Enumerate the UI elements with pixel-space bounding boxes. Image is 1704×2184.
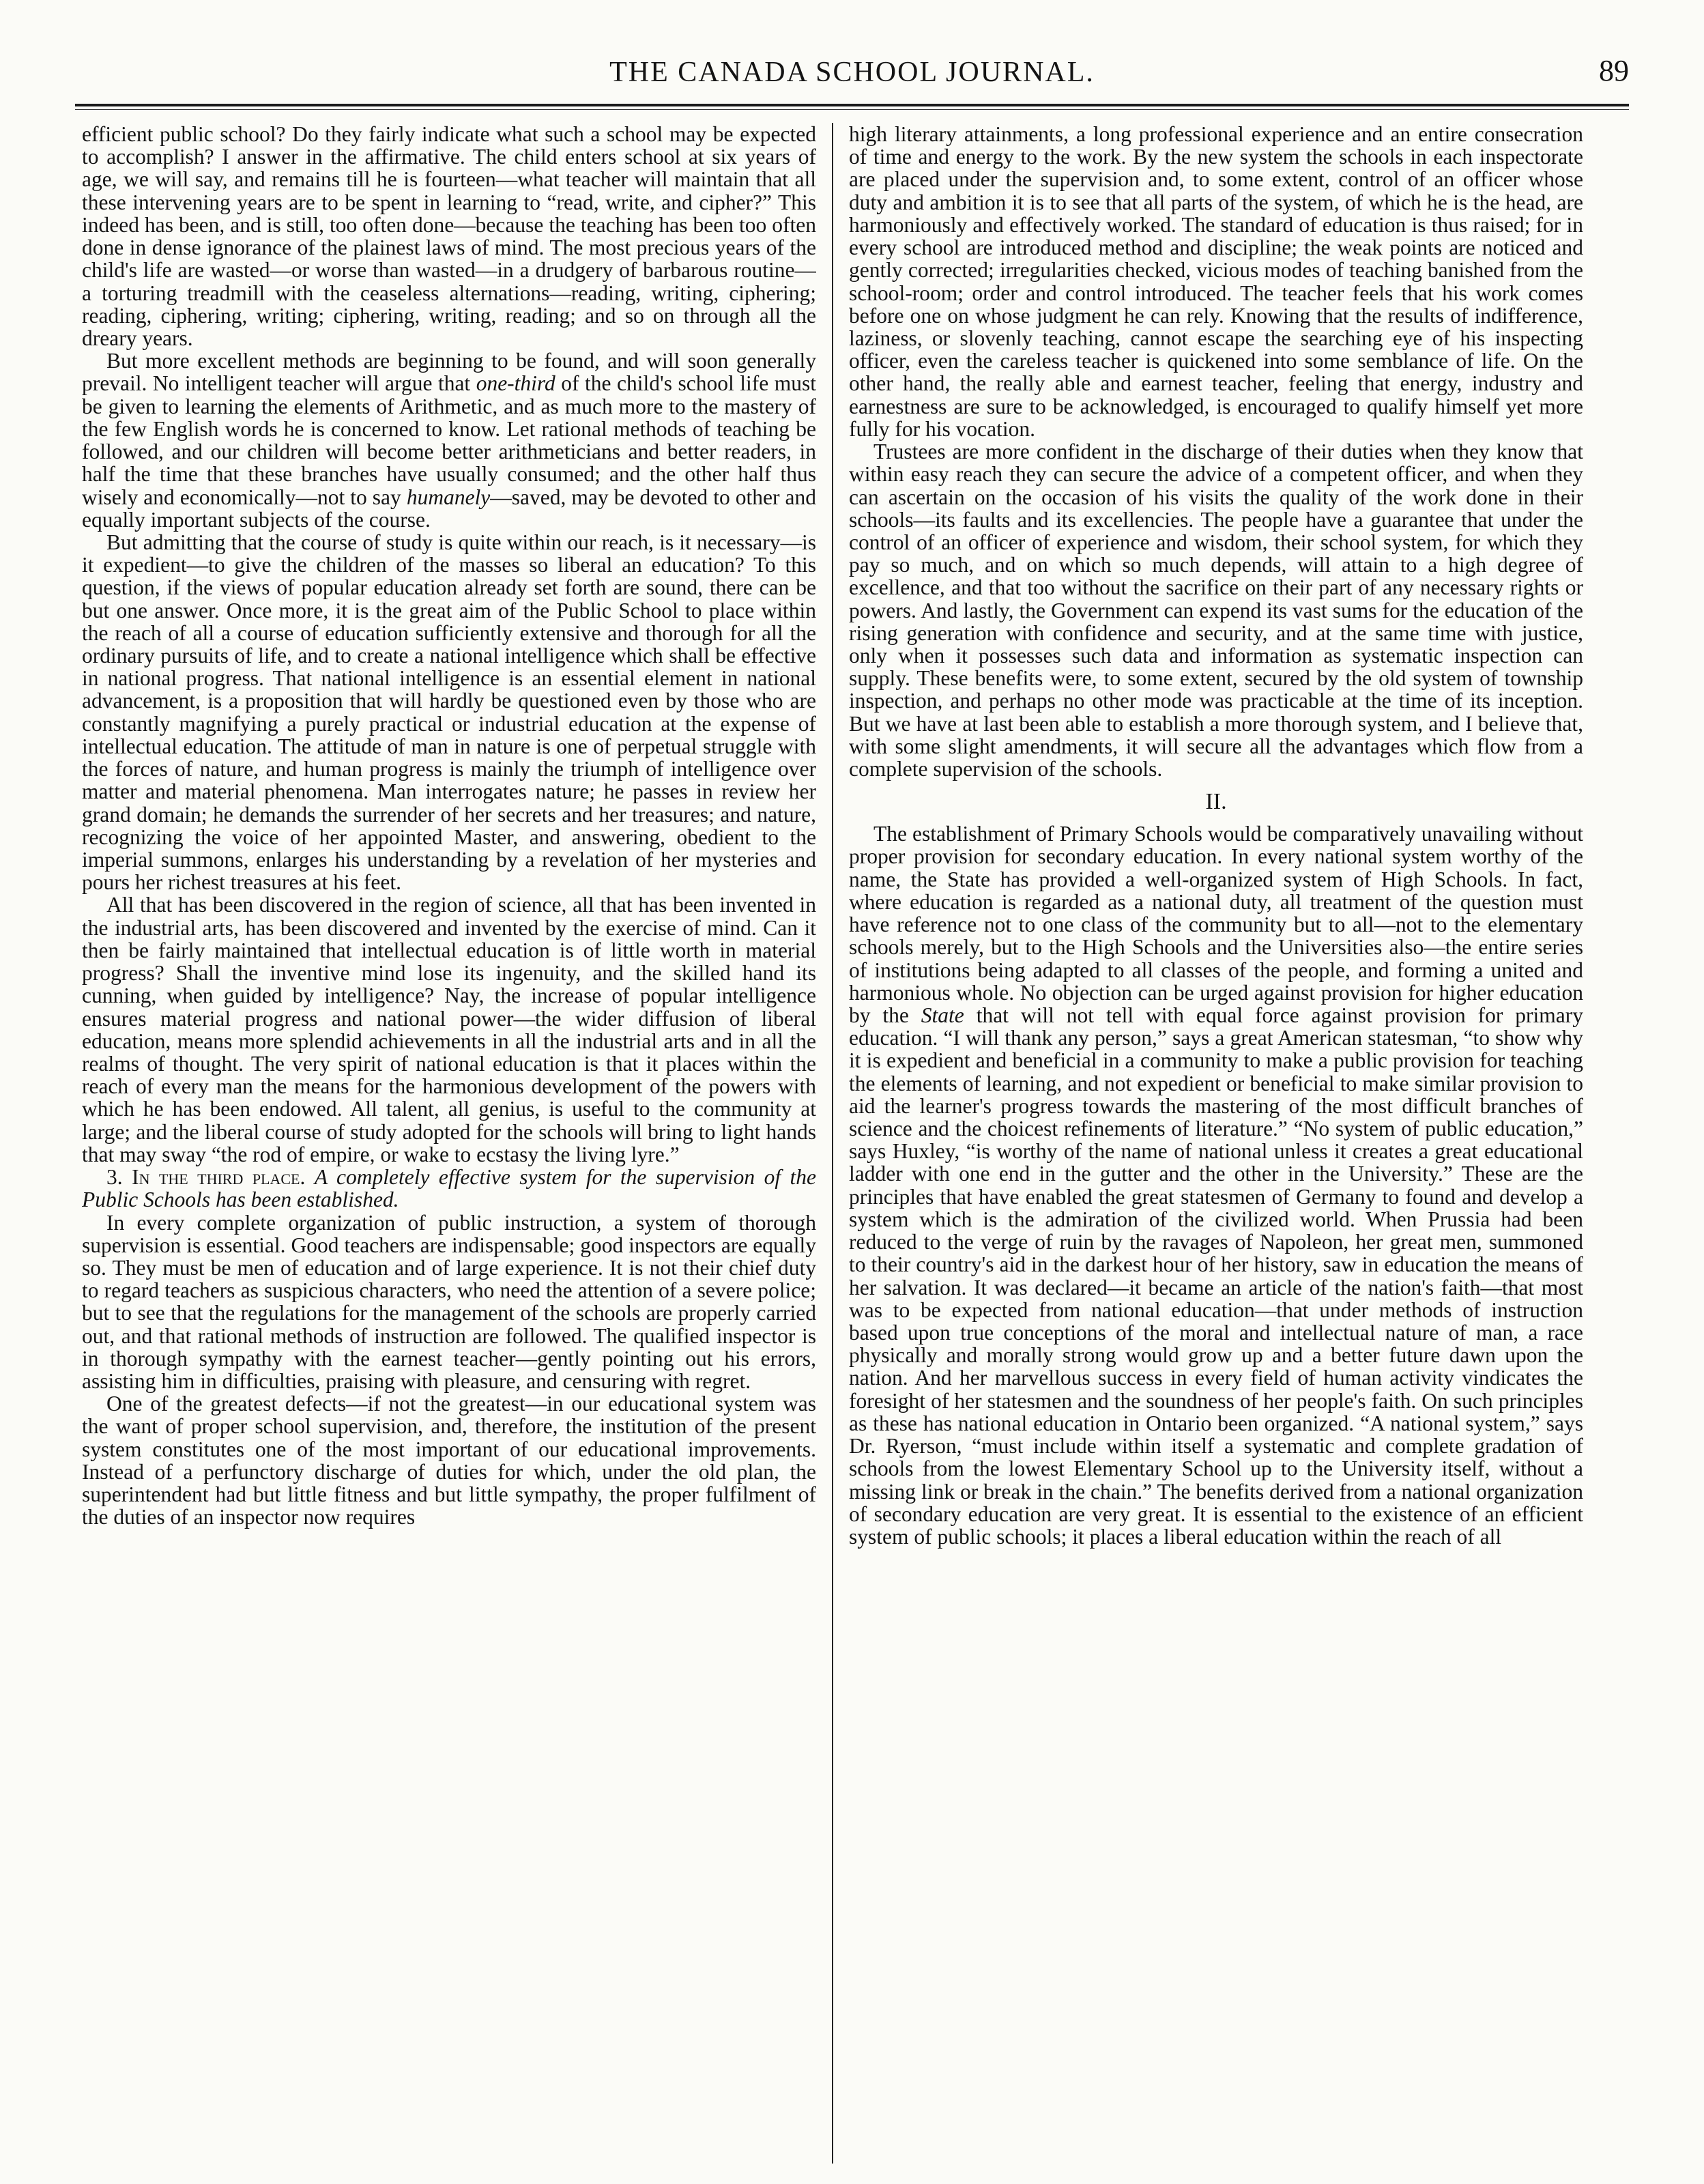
column-divider — [832, 123, 833, 2164]
page-number: 89 — [1599, 54, 1629, 87]
emphasis: State — [921, 1003, 964, 1027]
paragraph: But more excellent methods are beginning to be found, and will soon generally prevail. No intelligent teacher will argue that one-third of the child's school life must be given to learning the elements of Arithmetic, and as much more to the mastery of the few English words he is concerned to know. Let rational methods of teaching be followed, and our children will become better arithmeticians and better readers, in half the time that these branches have usually consumed; and the other half thus wisely and economically—not to say humanely—saved, may be devoted to other and equally important subjects of the course. — [82, 349, 816, 532]
emphasis: humanely — [406, 485, 491, 509]
running-title: THE CANADA SCHOOL JOURNAL. — [609, 57, 1095, 88]
paragraph: All that has been discovered in the region of science, all that has been invented in the industrial arts, has been discovered and invented by the exercise of mind. Can it then be fairly maintained that intellectual education is of little worth in material progress? Shall the inventive mind lose its ingenuity, and the skilled hand its cunning, when guided by intelligence? Nay, the increase of popular intelligence ensures material progress and national power—the wider diffusion of liberal education, means more splendid achievements in all the industrial arts and in all the realms of thought. The very spirit of national education is that it places within the reach of every man the means for the harmonious development of the powers with which he has been endowed. All talent, all genius, is useful to the community at large; and the liberal course of study adopted for the schools will bring to light hands that may sway “the rod of empire, or wake to ecstasy the living lyre.” — [82, 893, 816, 1166]
header-rule-thin — [75, 109, 1629, 110]
heading-lead: 3. In the third place. — [106, 1165, 306, 1190]
numbered-heading — [82, 1166, 816, 1211]
header-rule — [75, 104, 1629, 106]
paragraph: Trustees are more confident in the discharge of their duties when they know that within easy reach they can secure the advice of a competent officer, and when they can ascertain on the occasion of his visits the quality of the work done in their schools—its faults and its excellencies. The people have a guarantee that under the control of an officer of experience and wisdom, their school system, for which they pay so much, and on which so much depends, will attain to a high degree of excellence, and that too without the sacrifice on their part of any necessary rights or powers. And lastly, the Government can expend its vast sums for the education of the rising generation with confidence and security, and at the same time with justice, only when it possesses such data and information as systematic inspection can supply. These benefits were, to some extent, secured by the old system of township inspection, and perhaps no other mode was practicable at the time of its inception. But we have at last been able to establish a more thorough system, and I believe that, with some slight amendments, it will secure all the advantages which flow from a complete supervision of the schools. — [849, 440, 1583, 781]
paragraph: In every complete organization of public instruction, a system of thorough supervision is essential. Good teachers are indispensable; good inspectors are equally so. They must be men of education and of large experience. It is not their chief duty to regard teachers as suspicious characters, who need the attention of a severe police; but to see that the regulations for the management of the schools are properly carried out, and that rational methods of instruction are followed. The qualified inspector is in thorough sympathy with the earnest teacher—gently pointing out his errors, assisting him in difficulties, praising with pleasure, and censuring with regret. — [82, 1210, 816, 1394]
emphasis: one-third — [476, 371, 555, 396]
paragraph: high literary attainments, a long professional experience and an entire consecration of time and energy to the work. By the new system the schools in each inspectorate are placed under the supervision and, to some extent, control of an officer whose duty and ambition it is to see that all parts of the system, of which he is the head, are harmoniously and effectively worked. The standard of education is thus raised; for in every school are introduced method and discipline; the weak points are noticed and gently corrected; irregularities checked, vicious modes of teaching banished from the school-room; order and control introduced. The teacher feels that his work comes before one on whose judgment he can rely. Knowing that the results of indifference, laziness, or slovenly teaching, cannot escape the searching eye of his inspecting officer, even the careless teacher is quickened into some semblance of life. On the other hand, the really able and earnest teacher, feeling that energy, industry and earnestness are sure to be acknowledged, is encouraged to qualify himself yet more fully for his vocation. — [849, 123, 1583, 441]
section-heading: II. — [1205, 789, 1227, 815]
heading-emphasis: A completely effective system for the supervision of the Public Schools has been established. — [82, 1165, 816, 1212]
left-column — [82, 123, 816, 2164]
paragraph: efficient public school? Do they fairly indicate what such a school may be expected to accomplish? I answer in the affirmative. The child enters school at six years of age, we will say, and remains till he is fourteen—what teacher will maintain that all these intervening years are to be spent in learning to “read, write, and cipher?” This indeed has been, and is still, too often done—because the teaching has been too often done in dense ignorance of the plainest laws of mind. The most precious years of the child's life are wasted—or worse than wasted—in a drudgery of barbarous routine—a torturing treadmill with the ceaseless alternations—reading, writing, ciphering; reading, ciphering, writing; ciphering, writing, reading; and so on through all the dreary years. — [82, 123, 816, 350]
paragraph: One of the greatest defects—if not the greatest—in our educational system was the want of proper school supervision, and, therefore, the institution of the present system constitutes one of the most important of our educational improvements. Instead of a perfunctory discharge of duties for which, under the old plan, the superintendent had but little fitness and but little sympathy, the proper fulfilment of the duties of an inspector now requires — [82, 1392, 816, 1529]
right-column — [849, 123, 1583, 2164]
paragraph: The establishment of Primary Schools would be comparatively unavailing without proper provision for secondary education. In every national system worthy of the name, the State has provided a well-organized system of High Schools. In fact, where education is regarded as a national duty, all treatment of the question must have reference not to one class of the community but to all—not to the elementary schools merely, but to the High Schools and the Universities also—the entire series of institutions being adapted to all classes of the people, and forming a united and harmonious whole. No objection can be urged against provision for higher education by the State that will not tell with equal force against provision for primary education. “I will thank any person,” says a great American statesman, “to show why it is expedient and beneficial in a community to make a public provision for teaching the elements of learning, and not expedient or beneficial to make similar provision to aid the learner's progress towards the mastering of the most difficult branches of science and the choicest refinements of literature.” “No system of public education,” says Huxley, “is worthy of the name of national unless it creates a great educational ladder with one end in the gutter and the other in the University.” These are the principles that have enabled the great statesmen of Germany to found and develop a system which is the admiration of the civilized world. When Prussia had been reduced to the verge of ruin by the ravages of Napoleon, her great men, summoned to their country's aid in the darkest hour of her history, saw in education the means of her salvation. It was declared—it became an article of the nation's faith—that most was to be expected from national education—that under methods of instruction based upon true conceptions of the moral and intellectual nature of man, a race physically and morally strong would grow up and a better future dawn upon the nation. And her marvellous success in every field of human activity vindicates the foresight of her statesmen and the soundness of her people's faith. On such principles as these has national education in Ontario been organized. “A national system,” says Dr. Ryerson, “must include within itself a systematic and complete gradation of schools from the lowest Elementary School up to the University itself, without a missing link or break in the chain.” The benefits derived from a national organization of secondary education are very great. It is essential to the existence of an efficient system of public schools; it places a liberal education within the reach of all — [849, 822, 1583, 1549]
page-header — [75, 35, 1629, 90]
paragraph: But admitting that the course of study is quite within our reach, is it necessary—is it expedient—to give the children of the masses so liberal an education? To this question, if the views of popular education already set forth are sound, there can be but one answer. Once more, it is the great aim of the Public School to place within the reach of all a course of education sufficiently extensive and thorough for all the ordinary pursuits of life, and to create a national intelligence which shall be effective in national progress. That national intelligence is an essential element in national advancement, is a proposition that will hardly be questioned even by those who are constantly magnifying a purely practical or industrial education at the expense of intellectual education. The attitude of man in nature is one of perpetual struggle with the forces of nature, and human progress is mainly the triumph of intelligence over matter and material phenomena. Man interrogates nature; he passes in review her grand domain; he demands the surrender of her secrets and her treasures; and nature, recognizing the voice of her appointed Master, and answering, obedient to the imperial summons, enlarges his understanding by a revelation of her mysteries and pours her richest treasures at his feet. — [82, 530, 816, 895]
